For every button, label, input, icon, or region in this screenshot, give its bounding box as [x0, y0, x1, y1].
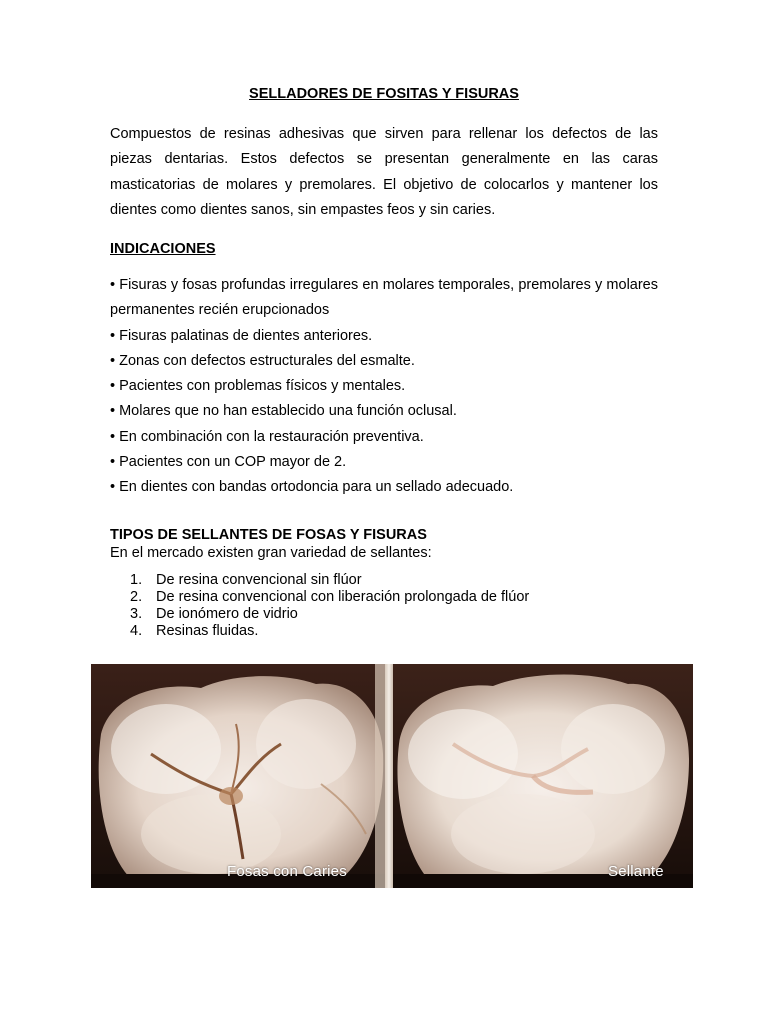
caries-caption: Fosas con Caries	[227, 863, 347, 880]
list-item-text: De resina convencional con liberación prolongada de flúor	[156, 589, 530, 605]
indications-list	[110, 273, 658, 501]
types-intro: En el mercado existen gran variedad de sellantes:	[110, 545, 432, 561]
list-item-text: De ionómero de vidrio	[156, 606, 298, 622]
tooth-with-caries-image	[91, 664, 385, 888]
teeth-comparison-photo	[91, 664, 693, 888]
list-item-text: De resina convencional sin flúor	[156, 572, 362, 588]
indication-item: • En combinación con la restauración preventiva.	[110, 428, 424, 445]
types-list	[130, 572, 529, 640]
list-item	[130, 572, 529, 589]
list-item-number: 4.	[130, 623, 143, 639]
sealant-caption: Sellante	[608, 863, 664, 880]
indication-item: • Fisuras palatinas de dientes anteriores.	[110, 327, 373, 344]
indications-heading: INDICACIONES	[110, 241, 216, 257]
types-heading: TIPOS DE SELLANTES DE FOSAS Y FISURAS	[110, 527, 427, 543]
list-item-number: 2.	[130, 589, 143, 605]
list-item	[130, 589, 529, 606]
indication-item: • En dientes con bandas ortodoncia para un sellado adecuado.	[110, 479, 514, 496]
panel-divider	[385, 664, 393, 888]
list-item	[130, 623, 529, 640]
list-item-number: 1.	[130, 572, 143, 588]
intro-paragraph: Compuestos de resinas adhesivas que sirven para rellenar los defectos de las piezas dentarias. Estos defectos se presentan generalmente en las caras masticatorias de molares y premolares. El objetivo de colocarlos y mantener los dientes como dientes sanos, sin empastes feos y sin caries.	[110, 126, 658, 218]
indication-item: • Zonas con defectos estructurales del esmalte.	[110, 352, 415, 369]
sealed-tooth-image	[393, 664, 693, 888]
list-item-text: Resinas fluidas.	[156, 623, 259, 639]
list-item	[130, 606, 529, 623]
indication-item: • Pacientes con un COP mayor de 2.	[110, 454, 347, 471]
document-title: SELLADORES DE FOSITAS Y FISURAS	[249, 86, 519, 102]
indication-item: • Fisuras y fosas profundas irregulares en molares temporales, premolares y molares permanentes recién erupcionados	[110, 277, 658, 319]
indication-item: • Molares que no han establecido una función oclusal.	[110, 403, 457, 420]
list-item-number: 3.	[130, 606, 143, 622]
indication-item: • Pacientes con problemas físicos y mentales.	[110, 378, 406, 395]
